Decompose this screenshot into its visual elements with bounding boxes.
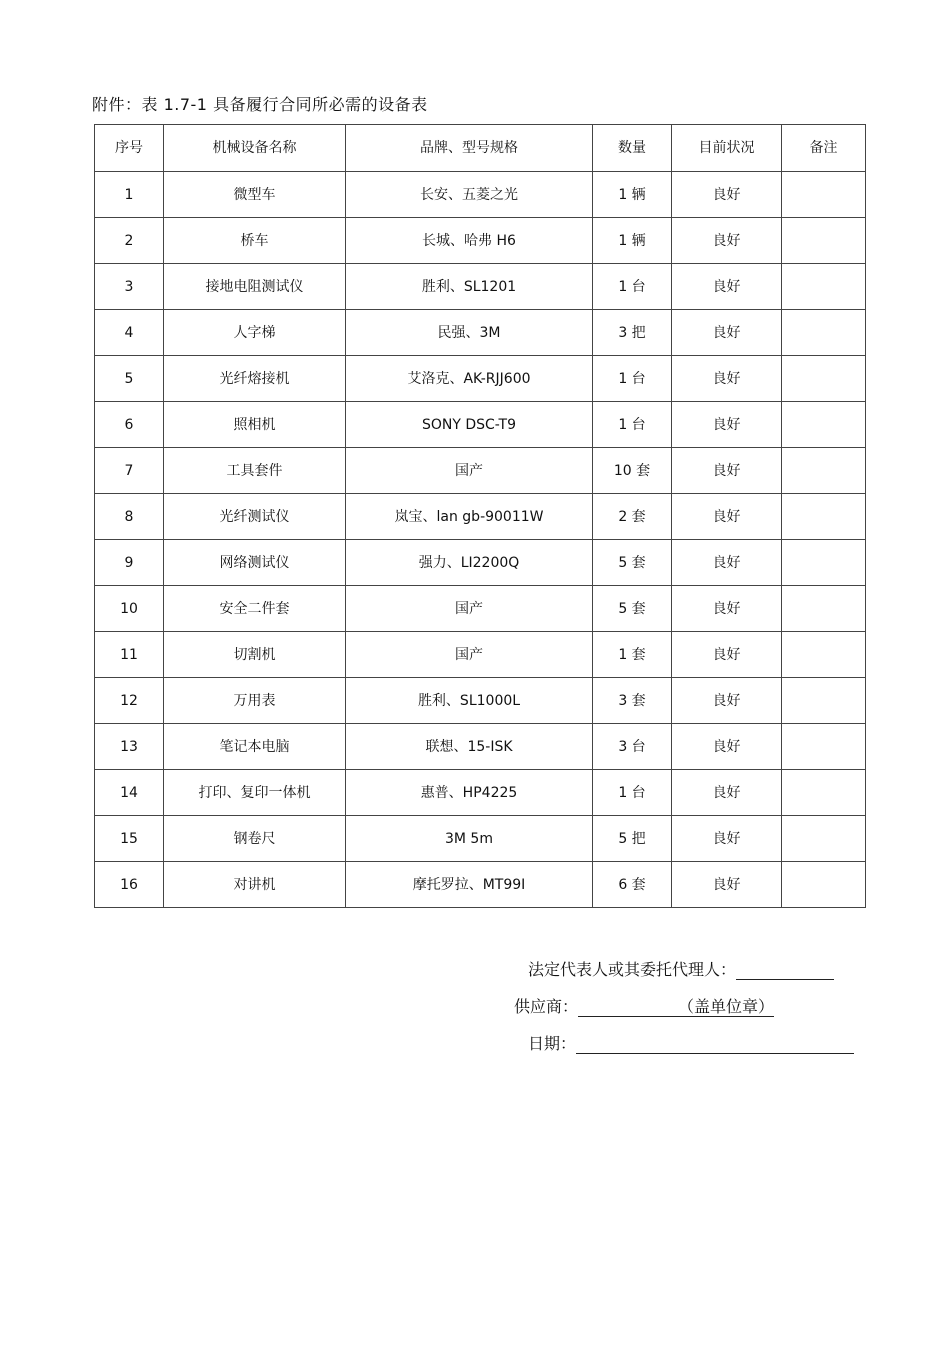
cell-equipment-name: 微型车 [164, 172, 346, 218]
cell-brand-model: 强力、LI2200Q [346, 540, 593, 586]
cell-index: 6 [95, 402, 164, 448]
supplier-label: 供应商： [514, 997, 579, 1016]
cell-remarks [782, 494, 866, 540]
table-row [95, 264, 866, 310]
cell-quantity: 3 台 [593, 724, 672, 770]
table-row [95, 816, 866, 862]
cell-equipment-name: 人字梯 [164, 310, 346, 356]
cell-brand-model: 摩托罗拉、MT99I [346, 862, 593, 908]
cell-status: 良好 [672, 356, 782, 402]
cell-brand-model: 民强、3M [346, 310, 593, 356]
cell-remarks [782, 586, 866, 632]
cell-equipment-name: 网络测试仪 [164, 540, 346, 586]
cell-equipment-name: 笔记本电脑 [164, 724, 346, 770]
supplier-line [514, 994, 774, 1017]
cell-quantity: 1 台 [593, 770, 672, 816]
cell-quantity: 5 把 [593, 816, 672, 862]
cell-quantity: 1 辆 [593, 218, 672, 264]
cell-index: 7 [95, 448, 164, 494]
table-body [95, 172, 866, 908]
cell-index: 2 [95, 218, 164, 264]
header-quantity: 数量 [593, 125, 672, 172]
table-row [95, 494, 866, 540]
cell-remarks [782, 678, 866, 724]
cell-equipment-name: 对讲机 [164, 862, 346, 908]
cell-quantity: 3 套 [593, 678, 672, 724]
table-row [95, 632, 866, 678]
cell-index: 15 [95, 816, 164, 862]
representative-label: 法定代表人或其委托代理人： [528, 960, 737, 979]
table-row [95, 218, 866, 264]
table-row [95, 540, 866, 586]
cell-quantity: 1 台 [593, 356, 672, 402]
representative-line [528, 957, 834, 980]
cell-brand-model: 惠普、HP4225 [346, 770, 593, 816]
cell-index: 4 [95, 310, 164, 356]
cell-status: 良好 [672, 402, 782, 448]
cell-quantity: 1 套 [593, 632, 672, 678]
cell-remarks [782, 264, 866, 310]
cell-remarks [782, 310, 866, 356]
cell-brand-model: 胜利、SL1000L [346, 678, 593, 724]
cell-equipment-name: 钢卷尺 [164, 816, 346, 862]
cell-quantity: 10 套 [593, 448, 672, 494]
cell-remarks [782, 816, 866, 862]
cell-status: 良好 [672, 448, 782, 494]
cell-quantity: 5 套 [593, 540, 672, 586]
header-remarks: 备注 [782, 125, 866, 172]
cell-status: 良好 [672, 724, 782, 770]
cell-status: 良好 [672, 218, 782, 264]
cell-remarks [782, 770, 866, 816]
cell-remarks [782, 402, 866, 448]
cell-remarks [782, 632, 866, 678]
cell-equipment-name: 安全二件套 [164, 586, 346, 632]
table-row [95, 678, 866, 724]
cell-brand-model: 国产 [346, 448, 593, 494]
cell-equipment-name: 光纤测试仪 [164, 494, 346, 540]
cell-quantity: 1 台 [593, 264, 672, 310]
supplier-signature-blank[interactable] [578, 1000, 678, 1017]
cell-status: 良好 [672, 632, 782, 678]
date-label: 日期： [528, 1034, 577, 1053]
cell-equipment-name: 桥车 [164, 218, 346, 264]
cell-remarks [782, 540, 866, 586]
header-equipment-name: 机械设备名称 [164, 125, 346, 172]
table-row [95, 724, 866, 770]
cell-index: 9 [95, 540, 164, 586]
header-status: 目前状况 [672, 125, 782, 172]
page-title: 附件：表 1.7-1 具备履行合同所必需的设备表 [92, 95, 428, 114]
cell-equipment-name: 照相机 [164, 402, 346, 448]
cell-index: 12 [95, 678, 164, 724]
table-row [95, 356, 866, 402]
cell-index: 5 [95, 356, 164, 402]
cell-index: 3 [95, 264, 164, 310]
cell-equipment-name: 切割机 [164, 632, 346, 678]
table-row [95, 310, 866, 356]
cell-brand-model: SONY DSC-T9 [346, 402, 593, 448]
cell-status: 良好 [672, 540, 782, 586]
cell-quantity: 1 辆 [593, 172, 672, 218]
table-row [95, 172, 866, 218]
cell-brand-model: 艾洛克、AK-RJJ600 [346, 356, 593, 402]
cell-brand-model: 长安、五菱之光 [346, 172, 593, 218]
cell-quantity: 2 套 [593, 494, 672, 540]
date-blank[interactable] [576, 1037, 854, 1054]
cell-remarks [782, 356, 866, 402]
cell-brand-model: 长城、哈弗 H6 [346, 218, 593, 264]
cell-status: 良好 [672, 862, 782, 908]
cell-index: 16 [95, 862, 164, 908]
cell-status: 良好 [672, 816, 782, 862]
cell-remarks [782, 724, 866, 770]
cell-brand-model: 胜利、SL1201 [346, 264, 593, 310]
cell-equipment-name: 接地电阻测试仪 [164, 264, 346, 310]
table-row [95, 770, 866, 816]
header-brand-model: 品牌、型号规格 [346, 125, 593, 172]
cell-equipment-name: 万用表 [164, 678, 346, 724]
cell-quantity: 1 台 [593, 402, 672, 448]
cell-remarks [782, 218, 866, 264]
date-line [528, 1031, 854, 1054]
cell-brand-model: 岚宝、lan gb-90011W [346, 494, 593, 540]
cell-status: 良好 [672, 586, 782, 632]
cell-status: 良好 [672, 494, 782, 540]
cell-quantity: 6 套 [593, 862, 672, 908]
cell-index: 1 [95, 172, 164, 218]
equipment-table [94, 124, 866, 908]
cell-brand-model: 联想、15-ISK [346, 724, 593, 770]
table-row [95, 586, 866, 632]
representative-signature-blank[interactable] [736, 963, 834, 980]
cell-brand-model: 国产 [346, 586, 593, 632]
cell-status: 良好 [672, 678, 782, 724]
cell-brand-model: 国产 [346, 632, 593, 678]
header-index: 序号 [95, 125, 164, 172]
cell-equipment-name: 打印、复印一体机 [164, 770, 346, 816]
cell-equipment-name: 光纤熔接机 [164, 356, 346, 402]
cell-index: 11 [95, 632, 164, 678]
cell-equipment-name: 工具套件 [164, 448, 346, 494]
cell-index: 10 [95, 586, 164, 632]
seal-label: （盖单位章） [678, 997, 775, 1016]
cell-index: 13 [95, 724, 164, 770]
cell-remarks [782, 172, 866, 218]
cell-status: 良好 [672, 172, 782, 218]
cell-status: 良好 [672, 264, 782, 310]
table-row [95, 862, 866, 908]
cell-status: 良好 [672, 770, 782, 816]
table-row [95, 448, 866, 494]
cell-index: 8 [95, 494, 164, 540]
cell-status: 良好 [672, 310, 782, 356]
cell-brand-model: 3M 5m [346, 816, 593, 862]
cell-quantity: 3 把 [593, 310, 672, 356]
table-row [95, 402, 866, 448]
cell-index: 14 [95, 770, 164, 816]
table-header-row [95, 125, 866, 172]
cell-remarks [782, 448, 866, 494]
cell-remarks [782, 862, 866, 908]
cell-quantity: 5 套 [593, 586, 672, 632]
